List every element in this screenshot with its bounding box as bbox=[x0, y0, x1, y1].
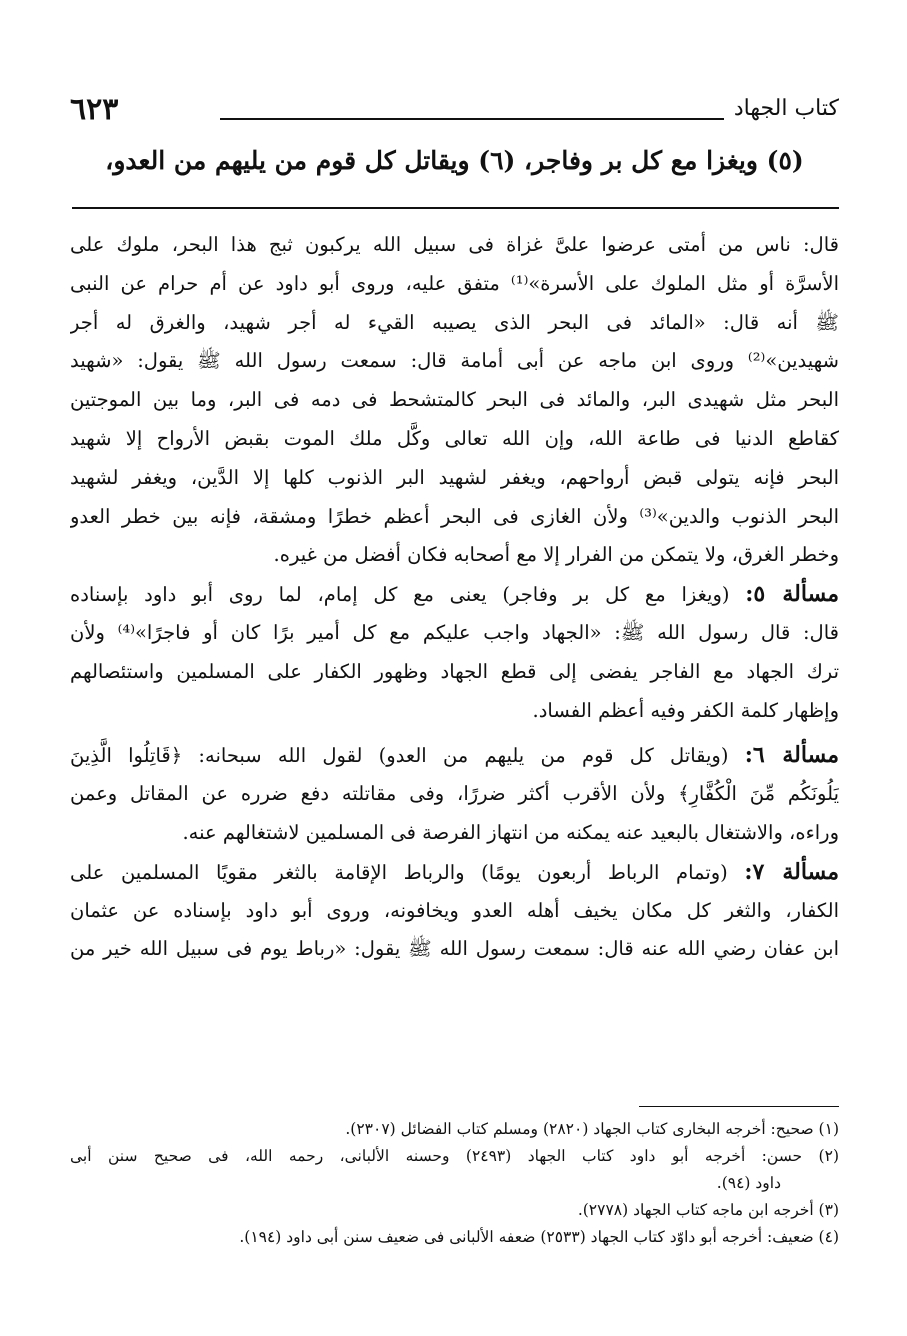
masala-7-text: (وتمام الرباط أربعون يومًا) والرباط الإقامة بالثغر مقويًا المسلمين على bbox=[70, 860, 728, 884]
footnote-4: (٤) ضعيف: أخرجه أبو داوّد كتاب الجهاد (٢٥٣٣) ضعفه الألبانى فى ضعيف سنن أبى داود (١٩٤). bbox=[239, 1228, 839, 1246]
matn-rule bbox=[72, 207, 839, 209]
body-line: ابن عفان رضي الله عنه قال: سمعت رسول الله ﷺ يقول: «رباط يوم فى سبيل الله خير من bbox=[70, 937, 839, 961]
body-line: قال: قال رسول الله ﷺ: «الجهاد واجب عليكم مع كل أمير برًا كان أو فاجرًا»⁽⁴⁾ ولأن bbox=[70, 620, 839, 644]
body-line: وخطر الغرق، ولا يتمكن من الفرار إلا مع أصحابه فكان أفضل من غيره. bbox=[273, 543, 839, 567]
body-line: كقاطع الدنيا فى طاعة الله، وإن الله تعالى وكَّل ملك الموت بقبض الأرواح إلا شهيد bbox=[70, 426, 839, 450]
page-number: ٦٢٣ bbox=[70, 92, 119, 127]
header-rule bbox=[220, 118, 724, 120]
footnote-3: (٣) أخرجه ابن ماجه كتاب الجهاد (٢٧٧٨). bbox=[577, 1201, 839, 1219]
body-line: البحر الذنوب والدين»⁽³⁾ ولأن الغازى فى البحر أعظم خطرًا ومشقة، فإنه بين خطر العدو bbox=[70, 504, 839, 528]
body-line: قال: ناس من أمتى عرضوا علىَّ غزاة فى سبيل الله يركبون ثبج هذا البحر، ملوك على bbox=[70, 233, 839, 256]
matn-heading: (٥) ويغزا مع كل بر وفاجر، (٦) ويقاتل كل قوم من يليهم من العدو، bbox=[105, 146, 804, 175]
body-line: الأسرَّة أو مثل الملوك على الأسرة»⁽¹⁾ متفق عليه، وروى أبو داود عن أم حرام عن النبى bbox=[70, 271, 839, 295]
masala-6-line bbox=[70, 736, 839, 775]
running-header bbox=[70, 92, 839, 136]
body-line: البحر مثل شهيدى البر، والمائد فى البحر كالمتشحط فى دمه فى البر، وما بين الموجتين bbox=[70, 388, 839, 412]
book-page bbox=[70, 0, 839, 1336]
masala-6-label: مسألة ٦: bbox=[744, 742, 839, 769]
masala-5-text: (ويغزا مع كل بر وفاجر) يعنى مع كل إمام، لما روى أبو داود بإسناده bbox=[70, 583, 730, 607]
masala-6-text: (ويقاتل كل قوم من يليهم من العدو) لقول الله سبحانه: ﴿قَاتِلُوا الَّذِينَ bbox=[70, 744, 729, 768]
footnote-2-continued: داود (٩٤). bbox=[716, 1174, 781, 1192]
commentary-body bbox=[70, 226, 839, 969]
masala-7-label: مسألة ٧: bbox=[744, 858, 839, 885]
running-title: كتاب الجهاد bbox=[733, 96, 839, 121]
body-line: البحر فإنه يتولى قبض أرواحهم، ويغفر لشهيد البر الذنوب كلها إلا الدَّين، ويغفر لشهيد bbox=[70, 465, 839, 489]
masala-5-label: مسألة ٥: bbox=[745, 581, 839, 608]
footnote-rule bbox=[639, 1106, 839, 1107]
body-line: ترك الجهاد مع الفاجر يفضى إلى قطع الجهاد وظهور الكفار على المسلمين واستئصالهم bbox=[70, 659, 839, 683]
footnote-1: (١) صحيح: أخرجه البخارى كتاب الجهاد (٢٨٢٠) ومسلم كتاب الفضائل (٢٣٠٧). bbox=[345, 1120, 839, 1138]
body-line: وإظهار كلمة الكفر وفيه أعظم الفساد. bbox=[532, 698, 839, 722]
body-line: شهيدين»⁽²⁾ وروى ابن ماجه عن أبى أمامة قال: سمعت رسول الله ﷺ يقول: «شهيد bbox=[70, 349, 839, 373]
body-line: ﷺ أنه قال: «المائد فى البحر الذى يصيبه القيء له أجر شهيد، والغرق له أجر bbox=[70, 310, 839, 334]
body-line: الكفار، والثغر كل مكان يخيف أهله العدو ويخافونه، وروى أبو داود بإسناده عن عثمان bbox=[70, 898, 839, 922]
body-line: يَلُونَكُم مِّنَ الْكُفَّارِ﴾ ولأن الأقرب أكثر ضررًا، وفى مقاتلته دفع ضرره عن المقاتل وعمن bbox=[70, 782, 839, 806]
footnotes bbox=[70, 1116, 839, 1251]
footnote-2: (٢) حسن: أخرجه أبو داود كتاب الجهاد (٢٤٩٣) وحسنه الألبانى، رحمه الله، فى صحيح سنن أبى bbox=[70, 1147, 839, 1165]
masala-7-line bbox=[70, 853, 839, 892]
body-line: وراءه، والاشتغال بالبعيد عنه يمكنه من انتهاز الفرصة فى المسلمين لاشتغالهم عنه. bbox=[182, 820, 839, 844]
masala-5-line bbox=[70, 575, 839, 614]
